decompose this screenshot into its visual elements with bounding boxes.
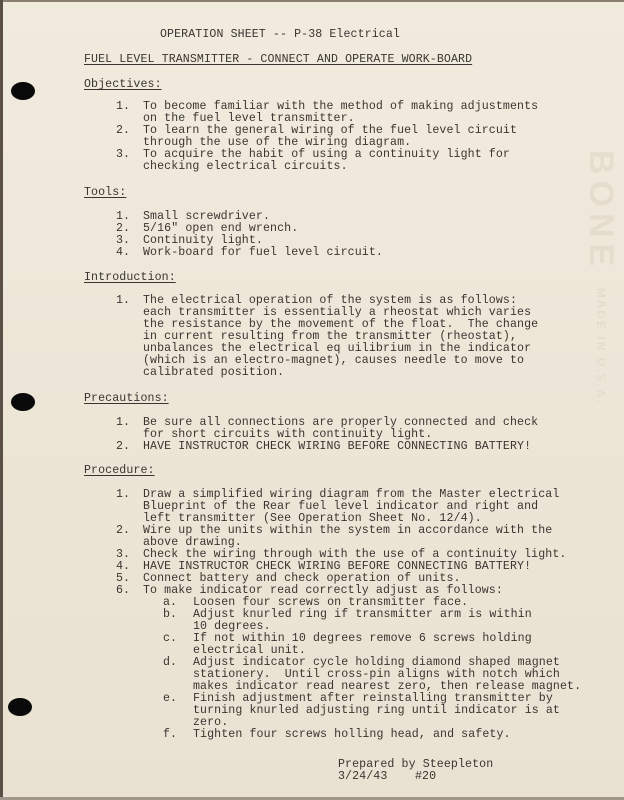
- list-item-text: Small screwdriver.: [143, 210, 271, 223]
- sublist-item-text: electrical unit.: [193, 644, 306, 657]
- list-number: 2.: [116, 222, 130, 235]
- sublist-item-text: Tighten four screws holling head, and safety.: [193, 728, 511, 741]
- sublist-item-text: If not within 10 degrees remove 6 screws holding: [193, 632, 532, 645]
- list-item-text: Connect battery and check operation of units.: [143, 572, 461, 585]
- watermark-made-in: MADE IN U.S.A.: [594, 287, 608, 406]
- list-item-text: each transmitter is essentially a rheostat which varies: [143, 306, 532, 319]
- list-number: 1.: [116, 100, 130, 113]
- list-item-text: Continuity light.: [143, 234, 263, 247]
- list-item-text: the resistance by the movement of the float. The change: [143, 318, 539, 331]
- punch-hole-icon: [8, 698, 32, 716]
- list-number: 2.: [116, 524, 130, 537]
- list-item-text: Blueprint of the Rear fuel level indicator and right and: [143, 500, 539, 513]
- list-item-text: Draw a simplified wiring diagram from the Master electrical: [143, 488, 560, 501]
- sublist-item-text: turning knurled adjusting ring until indicator is at: [193, 704, 560, 717]
- list-item-text: unbalances the electrical eq uilibrium in the indicator: [143, 342, 532, 355]
- list-item-text: Wire up the units within the system in accordance with the: [143, 524, 553, 537]
- list-item-text: HAVE INSTRUCTOR CHECK WIRING BEFORE CONNECTING BATTERY!: [143, 440, 532, 453]
- introduction-heading: Introduction:: [84, 271, 176, 284]
- list-number: 3.: [116, 148, 130, 161]
- list-item-text: The electrical operation of the system is as follows:: [143, 294, 518, 307]
- list-item-text: on the fuel level transmitter.: [143, 112, 355, 125]
- list-number: 2.: [116, 440, 130, 453]
- list-item-text: left transmitter (See Operation Sheet No. 12/4).: [143, 512, 482, 525]
- list-item-text: for short circuits with continuity light.: [143, 428, 433, 441]
- list-item-text: (which is an electro-magnet), causes needle to move to: [143, 354, 525, 367]
- list-item-text: checking electrical circuits.: [143, 160, 348, 173]
- sublist-letter: f.: [163, 728, 177, 741]
- objectives-heading: Objectives:: [84, 78, 162, 91]
- list-item-text: To become familiar with the method of making adjustments: [143, 100, 539, 113]
- list-item-text: Be sure all connections are properly connected and check: [143, 416, 539, 429]
- list-item-text: Check the wiring through with the use of a continuity light.: [143, 548, 567, 561]
- punch-hole-icon: [11, 393, 35, 411]
- list-item-text: above drawing.: [143, 536, 242, 549]
- page-edge-top: [0, 0, 624, 2]
- list-number: 4.: [116, 246, 130, 259]
- sublist-letter: d.: [163, 656, 177, 669]
- sublist-item-text: stationery. Until cross-pin aligns with notch which: [193, 668, 560, 681]
- list-item-text: To acquire the habit of using a continuity light for: [143, 148, 510, 161]
- list-number: 2.: [116, 124, 130, 137]
- sublist-item-text: Adjust knurled ring if transmitter arm is within: [193, 608, 532, 621]
- list-number: 1.: [116, 294, 130, 307]
- list-number: 3.: [116, 548, 130, 561]
- list-item-text: 5/16" open end wrench.: [143, 222, 299, 235]
- list-number: 3.: [116, 234, 130, 247]
- sublist-item-text: makes indicator read nearest zero, then release magnet.: [193, 680, 582, 693]
- list-number: 1.: [116, 210, 130, 223]
- precautions-heading: Precautions:: [84, 392, 169, 405]
- list-number: 6.: [116, 584, 130, 597]
- prepared-date: 3/24/43: [338, 770, 388, 783]
- procedure-heading: Procedure:: [84, 464, 155, 477]
- sublist-letter: a.: [163, 596, 177, 609]
- list-number: 1.: [116, 488, 130, 501]
- sublist-item-text: Loosen four screws on transmitter face.: [193, 596, 469, 609]
- sublist-item-text: zero.: [193, 716, 229, 729]
- sublist-letter: e.: [163, 692, 177, 705]
- sheet-number: #20: [415, 770, 437, 783]
- list-item-text: To learn the general wiring of the fuel level circuit: [143, 124, 518, 137]
- sheet-title: OPERATION SHEET -- P-38 Electrical: [160, 28, 400, 41]
- list-item-text: calibrated position.: [143, 366, 285, 379]
- watermark-brand: BONE: [582, 150, 620, 273]
- sublist-letter: c.: [163, 632, 177, 645]
- list-item-text: To make indicator read correctly adjust as follows:: [143, 584, 503, 597]
- paper-watermark: [560, 150, 620, 570]
- list-item-text: through the use of the wiring diagram.: [143, 136, 412, 149]
- sublist-item-text: 10 degrees.: [193, 620, 271, 633]
- list-number: 1.: [116, 416, 130, 429]
- sublist-letter: b.: [163, 608, 177, 621]
- tools-heading: Tools:: [84, 186, 127, 199]
- sublist-item-text: Finish adjustment after reinstalling transmitter by: [193, 692, 553, 705]
- punch-hole-icon: [11, 82, 35, 100]
- sublist-item-text: Adjust indicator cycle holding diamond shaped magnet: [193, 656, 560, 669]
- sheet-subtitle: FUEL LEVEL TRANSMITTER - CONNECT AND OPERATE WORK-BOARD: [84, 53, 473, 66]
- list-item-text: HAVE INSTRUCTOR CHECK WIRING BEFORE CONNECTING BATTERY!: [143, 560, 532, 573]
- list-number: 5.: [116, 572, 130, 585]
- prepared-by: Prepared by Steepleton: [338, 758, 494, 771]
- list-item-text: Work-board for fuel level circuit.: [143, 246, 383, 259]
- list-item-text: in current resulting from the transmitter (rheostat),: [143, 330, 518, 343]
- page-edge-left: [0, 0, 3, 800]
- list-number: 4.: [116, 560, 130, 573]
